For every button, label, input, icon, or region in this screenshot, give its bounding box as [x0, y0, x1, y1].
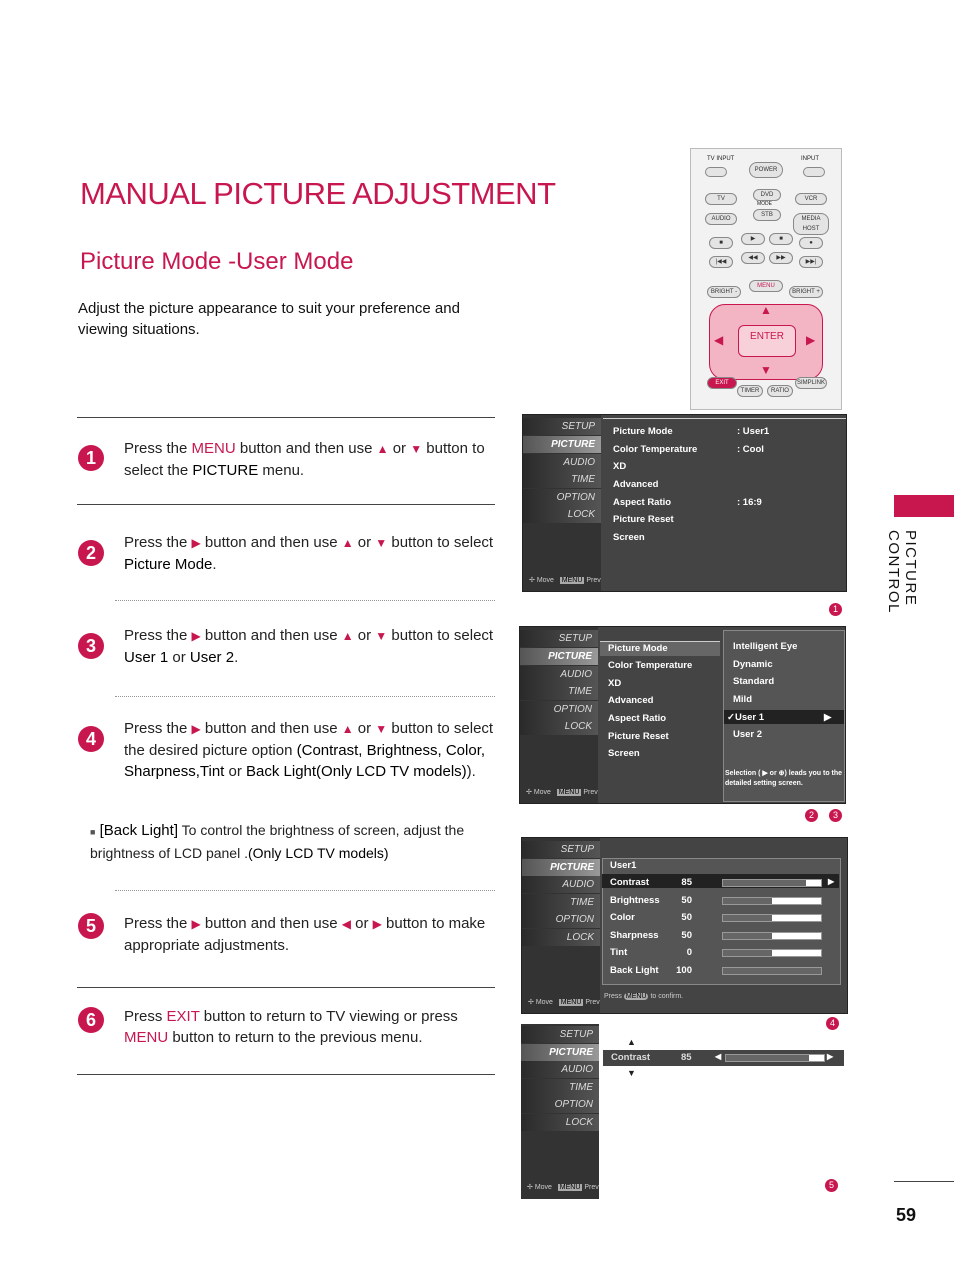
remote-input-button: [803, 167, 825, 177]
remote-tv-input-label: TV INPUT: [707, 156, 735, 162]
remote-tv-input-button: [705, 167, 727, 177]
menu-value: : Cool: [737, 444, 764, 455]
menu-row-xd: XD: [608, 678, 622, 689]
screen-2-badge: 2: [805, 809, 818, 822]
remote-tv-button: TV: [705, 193, 737, 205]
remote-power-button: POWER: [749, 162, 783, 178]
slider-left-arrow-icon: ◀: [715, 1052, 722, 1061]
remote-dvd-button: DVD: [753, 189, 781, 201]
remote-control-illustration: [690, 148, 842, 410]
tv-menu-audio: AUDIO: [521, 1061, 599, 1078]
tv-menu-footer: ✢ Move MENU Prev: [526, 789, 598, 796]
menu-row-screen: Screen: [613, 532, 645, 543]
tv-menu-setup: SETUP: [520, 630, 598, 647]
step-1-badge: 1: [78, 445, 104, 471]
tv-menu-sidebar: [521, 1024, 599, 1199]
divider: [77, 504, 495, 505]
submenu-option: Dynamic: [733, 659, 773, 670]
step-5-badge: 5: [78, 913, 104, 939]
up-arrow-icon: ▲: [627, 1037, 636, 1047]
tv-menu-time: TIME: [523, 471, 601, 488]
submenu-option: Mild: [733, 694, 752, 705]
remote-mode-label: MODE: [757, 201, 772, 207]
right-arrow-icon: ▶: [372, 917, 382, 931]
tv-menu-lock: LOCK: [520, 718, 598, 735]
contrast-right-arrow-icon: ▶: [828, 877, 835, 886]
setting-slider: [722, 967, 822, 975]
setting-label: Back Light: [610, 965, 659, 976]
menu-row-aspect-ratio: Aspect Ratio: [613, 497, 672, 508]
remote-menu-button: MENU: [749, 280, 783, 292]
step-3-text: Press the ▶ button and then use ▲ or ▼ button to select User 1 or User 2.: [124, 627, 494, 666]
up-arrow-icon: ▲: [341, 536, 354, 550]
tv-menu-setup: SETUP: [523, 418, 601, 435]
setting-slider: [722, 949, 822, 957]
step-4-text: Press the ▶ button and then use ▲ or ▼ button to select the desired picture option (Contrast, Brightness, Color, Sharpness,Tint or Back Light(Only LCD TV models)).: [124, 720, 494, 780]
tv-menu-lock: LOCK: [521, 1114, 599, 1131]
remote-navigation-pad: [709, 304, 823, 380]
down-arrow-icon: ▼: [410, 442, 423, 456]
submenu-option: Standard: [733, 676, 775, 687]
tv-menu-screen-4: [521, 1024, 599, 1199]
tv-menu-time: TIME: [522, 894, 600, 911]
right-arrow-icon: ▶: [191, 536, 201, 550]
divider: [77, 417, 495, 418]
remote-rewind-button: ◀◀: [741, 252, 765, 264]
remote-bright-plus-button: BRIGHT +: [789, 286, 823, 298]
setting-value: 100: [676, 965, 692, 976]
setting-value: 85: [681, 877, 692, 888]
tv-menu-footer: ✢ Move MENU Prev: [528, 999, 600, 1006]
tv-menu-screen-1: [522, 414, 847, 592]
menu-row-picture-reset: Picture Reset: [613, 514, 674, 525]
back-light-note: ■ [Back Light] To control the brightness of screen, adjust the brightness of LCD panel .(Only LCD TV models): [90, 822, 465, 861]
contrast-adjust-bar: [603, 1050, 844, 1066]
step-4-badge: 4: [78, 726, 104, 752]
menu-row-picture-mode: Picture Mode: [608, 643, 668, 654]
remote-ratio-button: RATIO: [767, 385, 793, 397]
tv-menu-sidebar: [523, 415, 601, 591]
menu-row-aspect-ratio: Aspect Ratio: [608, 713, 667, 724]
confirm-hint: Press MENU to confirm.: [604, 993, 684, 1000]
down-arrow-icon: ▼: [375, 629, 388, 643]
step-2-text: Press the ▶ button and then use ▲ or ▼ button to select Picture Mode.: [124, 534, 494, 573]
setting-slider: [722, 897, 822, 905]
setting-value: 50: [681, 929, 692, 941]
up-arrow-icon: ▲: [341, 722, 354, 736]
setting-slider: [722, 932, 822, 940]
down-arrow-icon: ▼: [375, 722, 388, 736]
remote-timer-button: TIMER: [737, 385, 763, 397]
step-6-text: Press EXIT button to return to TV viewing or press MENU button to return to the previous menu.: [124, 1008, 458, 1046]
tv-menu-picture: PICTURE: [520, 648, 598, 665]
setting-slider: [722, 879, 822, 887]
setting-value: 0: [686, 947, 692, 959]
remote-ff-button: ▶▶: [769, 252, 793, 264]
remote-right-arrow-icon: ▶: [806, 333, 816, 347]
dotted-divider: [115, 890, 495, 891]
setting-label: Brightness: [610, 894, 660, 906]
tv-menu-option: OPTION: [520, 701, 598, 718]
tv-menu-picture: PICTURE: [522, 859, 600, 876]
screen-1-badge: 1: [829, 603, 842, 616]
step-2-badge: 2: [78, 540, 104, 566]
intro-text: Adjust the picture appearance to suit your preference and viewing situations.: [78, 300, 460, 338]
picture-mode-submenu: [723, 630, 845, 802]
tv-menu-sidebar: [522, 838, 600, 1013]
setting-label: Tint: [610, 947, 628, 959]
side-label: PICTURE CONTROL: [885, 530, 919, 614]
dotted-divider: [115, 600, 495, 601]
tv-menu-option: OPTION: [523, 489, 601, 506]
remote-stop-button: ■: [709, 237, 733, 249]
remote-bright-minus-button: BRIGHT -: [707, 286, 741, 298]
page-number: 59: [896, 1205, 917, 1225]
tv-menu-setup: SETUP: [522, 841, 600, 858]
page-title: MANUAL PICTURE ADJUSTMENT: [80, 176, 556, 211]
screen-3-badge: 3: [829, 809, 842, 822]
contrast-label: Contrast: [611, 1052, 651, 1063]
tv-menu-footer: ✢ Move MENU Prev: [527, 1184, 599, 1191]
tv-menu-option: OPTION: [522, 911, 600, 928]
menu-row-xd: XD: [613, 461, 627, 472]
setting-label: Contrast: [610, 877, 650, 888]
remote-media-host-button: MEDIA HOST: [793, 213, 829, 235]
dotted-divider: [115, 696, 495, 697]
submenu-right-arrow-icon: ▶: [824, 712, 832, 723]
tv-menu-audio: AUDIO: [523, 454, 601, 471]
setting-label: Color: [610, 912, 635, 924]
tv-menu-audio: AUDIO: [522, 876, 600, 893]
divider: [77, 1074, 495, 1075]
down-arrow-icon: ▼: [375, 536, 388, 550]
remote-left-arrow-icon: ◀: [714, 333, 724, 347]
menu-row-color-temperature: Color Temperature: [608, 660, 693, 671]
submenu-option: User 2: [733, 729, 763, 740]
right-arrow-icon: ▶: [191, 629, 201, 643]
tv-menu-setup: SETUP: [521, 1026, 599, 1043]
section-subtitle: Picture Mode -User Mode: [80, 248, 354, 275]
down-arrow-icon: ▼: [627, 1068, 636, 1078]
slider-right-arrow-icon: ▶: [827, 1052, 834, 1061]
menu-row-screen: Screen: [608, 748, 640, 759]
setting-label: Sharpness: [610, 929, 659, 941]
remote-exit-button: EXIT: [707, 377, 737, 389]
remote-skip-back-button: |◀◀: [709, 256, 733, 268]
step-3-badge: 3: [78, 633, 104, 659]
remote-play-button: ▶: [741, 233, 765, 245]
setting-value: 50: [681, 912, 692, 924]
remote-enter-button: ENTER: [738, 325, 796, 357]
tv-menu-picture: PICTURE: [523, 436, 601, 453]
setting-value: 50: [681, 894, 692, 906]
menu-value: : 16:9: [737, 497, 762, 508]
left-arrow-icon: ◀: [341, 917, 351, 931]
remote-down-arrow-icon: ▼: [760, 363, 772, 377]
contrast-slider: [725, 1054, 825, 1062]
menu-row-color-temperature: Color Temperature: [613, 444, 698, 455]
menu-row-picture-reset: Picture Reset: [608, 731, 669, 742]
submenu-option: Intelligent Eye: [733, 641, 798, 652]
remote-record-button: ●: [799, 237, 823, 249]
tv-menu-lock: LOCK: [522, 929, 600, 946]
tv-menu-option: OPTION: [521, 1096, 599, 1113]
divider: [77, 987, 495, 988]
user-settings-header: User1: [610, 860, 637, 871]
tv-menu-time: TIME: [520, 683, 598, 700]
tv-menu-audio: AUDIO: [520, 666, 598, 683]
right-arrow-icon: ▶: [191, 722, 201, 736]
tv-menu-sidebar: [520, 627, 598, 803]
tv-menu-screen-3: [521, 837, 848, 1014]
remote-stb-button: STB: [753, 209, 781, 221]
remote-input-label: INPUT: [801, 156, 819, 162]
remote-audio-button: AUDIO: [705, 213, 737, 225]
tv-menu-screen-2: [519, 626, 846, 804]
side-tab-bar: [894, 495, 954, 517]
right-arrow-icon: ▶: [191, 917, 201, 931]
tv-menu-picture: PICTURE: [521, 1044, 599, 1061]
menu-row-advanced: Advanced: [608, 695, 654, 706]
page-number-rule: [894, 1181, 954, 1182]
step-5-text: Press the ▶ button and then use ◀ or ▶ button to make appropriate adjustments.: [124, 915, 486, 954]
submenu-help-text: Selection ( ▶ or ⊕) leads you to the detailed setting screen.: [725, 770, 843, 787]
tv-menu-time: TIME: [521, 1079, 599, 1096]
setting-slider: [722, 914, 822, 922]
remote-vcr-button: VCR: [795, 193, 827, 205]
remote-simplink-button: SIMPLINK: [795, 377, 827, 389]
step-1-text: Press the MENU button and then use ▲ or ▼ button to select the PICTURE menu.: [124, 440, 485, 479]
tv-menu-lock: LOCK: [523, 506, 601, 523]
step-6-badge: 6: [78, 1007, 104, 1033]
contrast-value: 85: [681, 1052, 692, 1063]
up-arrow-icon: ▲: [376, 442, 389, 456]
up-arrow-icon: ▲: [341, 629, 354, 643]
remote-skip-fwd-button: ▶▶|: [799, 256, 823, 268]
submenu-option-selected: ✓User 1: [727, 712, 765, 723]
tv-menu-footer: ✢ Move MENU Prev: [529, 577, 601, 584]
remote-pause-button: ■: [769, 233, 793, 245]
remote-up-arrow-icon: ▲: [760, 303, 772, 317]
screen-5-badge: 5: [825, 1179, 838, 1192]
menu-row-advanced: Advanced: [613, 479, 659, 490]
menu-row-picture-mode: Picture Mode: [613, 426, 673, 437]
screen-4-badge: 4: [826, 1017, 839, 1030]
menu-value: : User1: [737, 426, 770, 437]
